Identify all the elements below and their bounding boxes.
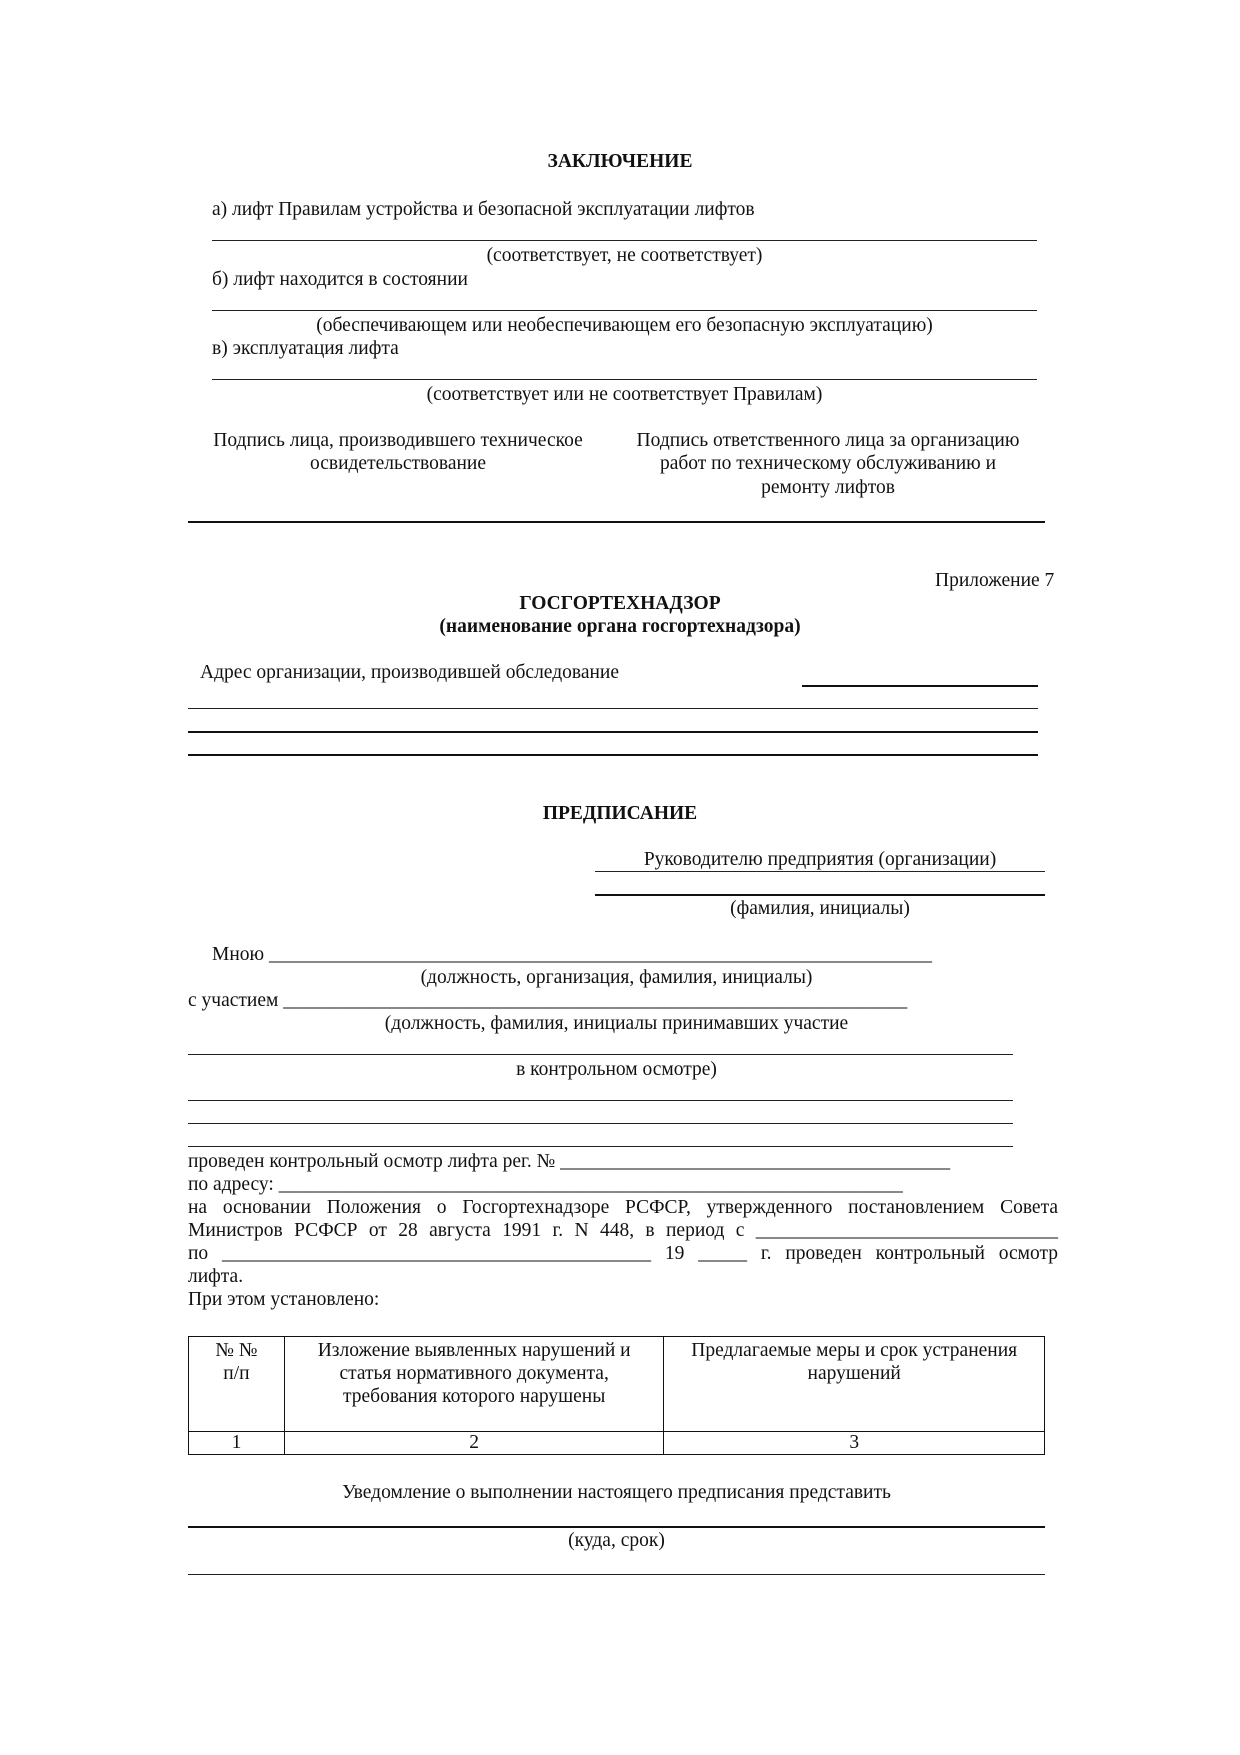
notice-text: Уведомление о выполнении настоящего предписания представить xyxy=(342,1482,891,1503)
participants-fill-4 xyxy=(188,1146,1013,1147)
participants-fill-1 xyxy=(188,1054,1013,1055)
by-me-hint: (должность, организация, фамилия, инициалы) xyxy=(420,967,813,988)
agency-name: ГОСГОРТЕХНАДЗОР xyxy=(519,593,721,614)
conclusion-item-b: б) лифт находится в состоянии xyxy=(212,269,468,290)
basis-line-4: лифта. xyxy=(188,1266,244,1287)
prescription-title: ПРЕДПИСАНИЕ xyxy=(542,803,698,824)
appendix-label: Приложение 7 xyxy=(935,570,1055,591)
recipient-line-2 xyxy=(595,894,1045,896)
table-header-row xyxy=(189,1337,1045,1432)
header-number: № № п/п xyxy=(189,1337,285,1432)
address-fill-1 xyxy=(188,708,1038,709)
recipient-head: Руководителю предприятия (организации) xyxy=(643,849,997,870)
table-cell: 2 xyxy=(284,1432,664,1455)
notice-bottom-line xyxy=(188,1574,1045,1575)
basis-line-3: по ____________________________________________ 19 _____ г. проведен контрольный осмотр xyxy=(188,1243,1058,1264)
fill-line-b xyxy=(212,310,1037,311)
found-label: При этом установлено: xyxy=(188,1289,380,1310)
inspection-address-line: по адресу: ________________________________________________________________ xyxy=(188,1174,903,1195)
table-row xyxy=(189,1432,1045,1455)
conclusion-item-a-hint: (соответствует, не соответствует) xyxy=(486,245,763,266)
address-fill-3 xyxy=(188,754,1038,756)
conclusion-item-c-hint: (соответствует или не соответствует Правилам) xyxy=(426,384,823,405)
participants-fill-3 xyxy=(188,1123,1013,1124)
participants-hint-2: в контрольном осмотре) xyxy=(516,1059,717,1080)
address-label: Адрес организации, производившей обследование xyxy=(200,662,620,683)
conclusion-item-b-hint: (обеспечивающем или необеспечивающем его безопасную эксплуатацию) xyxy=(316,315,933,336)
signature-left-line-2: освидетельствование xyxy=(309,453,487,474)
notice-hint: (куда, срок) xyxy=(568,1530,665,1551)
basis-line-2: Министров РСФСР от 28 августа 1991 г. N 448, в период с _______________________________ xyxy=(188,1220,1058,1241)
signature-line xyxy=(188,521,1045,523)
recipient-name-hint: (фамилия, инициалы) xyxy=(730,898,910,919)
conclusion-item-c: в) эксплуатация лифта xyxy=(212,338,399,359)
conclusion-title: ЗАКЛЮЧЕНИЕ xyxy=(547,151,693,172)
participants-hint-1: (должность, фамилия, инициалы принимавших участие xyxy=(384,1013,849,1034)
table-cell: 3 xyxy=(664,1432,1045,1455)
basis-line-1: на основании Положения о Госгортехнадзоре РСФСР, утвержденного постановлением Совета xyxy=(188,1197,1058,1218)
conclusion-item-a: а) лифт Правилам устройства и безопасной эксплуатации лифтов xyxy=(212,199,755,220)
notice-fill-line xyxy=(188,1526,1045,1528)
address-fill-2 xyxy=(188,731,1038,733)
participation-line: с участием ________________________________________________________________ xyxy=(188,990,908,1011)
header-measures: Предлагаемые меры и срок устранения нарушений xyxy=(664,1337,1045,1432)
signature-right-line-3: ремонту лифтов xyxy=(761,477,895,498)
fill-line-c xyxy=(212,379,1037,380)
violations-table xyxy=(188,1336,1045,1455)
inspection-line: проведен контрольный осмотр лифта рег. № ________________________________________ xyxy=(188,1151,951,1172)
participants-fill-2 xyxy=(188,1100,1013,1101)
agency-hint: (наименование органа госгортехнадзора) xyxy=(439,616,801,637)
header-violations: Изложение выявленных нарушений и статья нормативного документа, требования которого нарушены xyxy=(284,1337,664,1432)
signature-right-line-1: Подпись ответственного лица за организацию xyxy=(636,430,1020,451)
by-me-line: Мною ____________________________________________________________________ xyxy=(212,944,932,965)
address-fill-short xyxy=(802,685,1038,687)
signature-left-line-1: Подпись лица, производившего техническое xyxy=(213,430,583,451)
fill-line-a xyxy=(212,240,1037,241)
table-cell: 1 xyxy=(189,1432,285,1455)
signature-right-line-2: работ по техническому обслуживанию и xyxy=(659,453,997,474)
recipient-line-1 xyxy=(595,871,1045,872)
